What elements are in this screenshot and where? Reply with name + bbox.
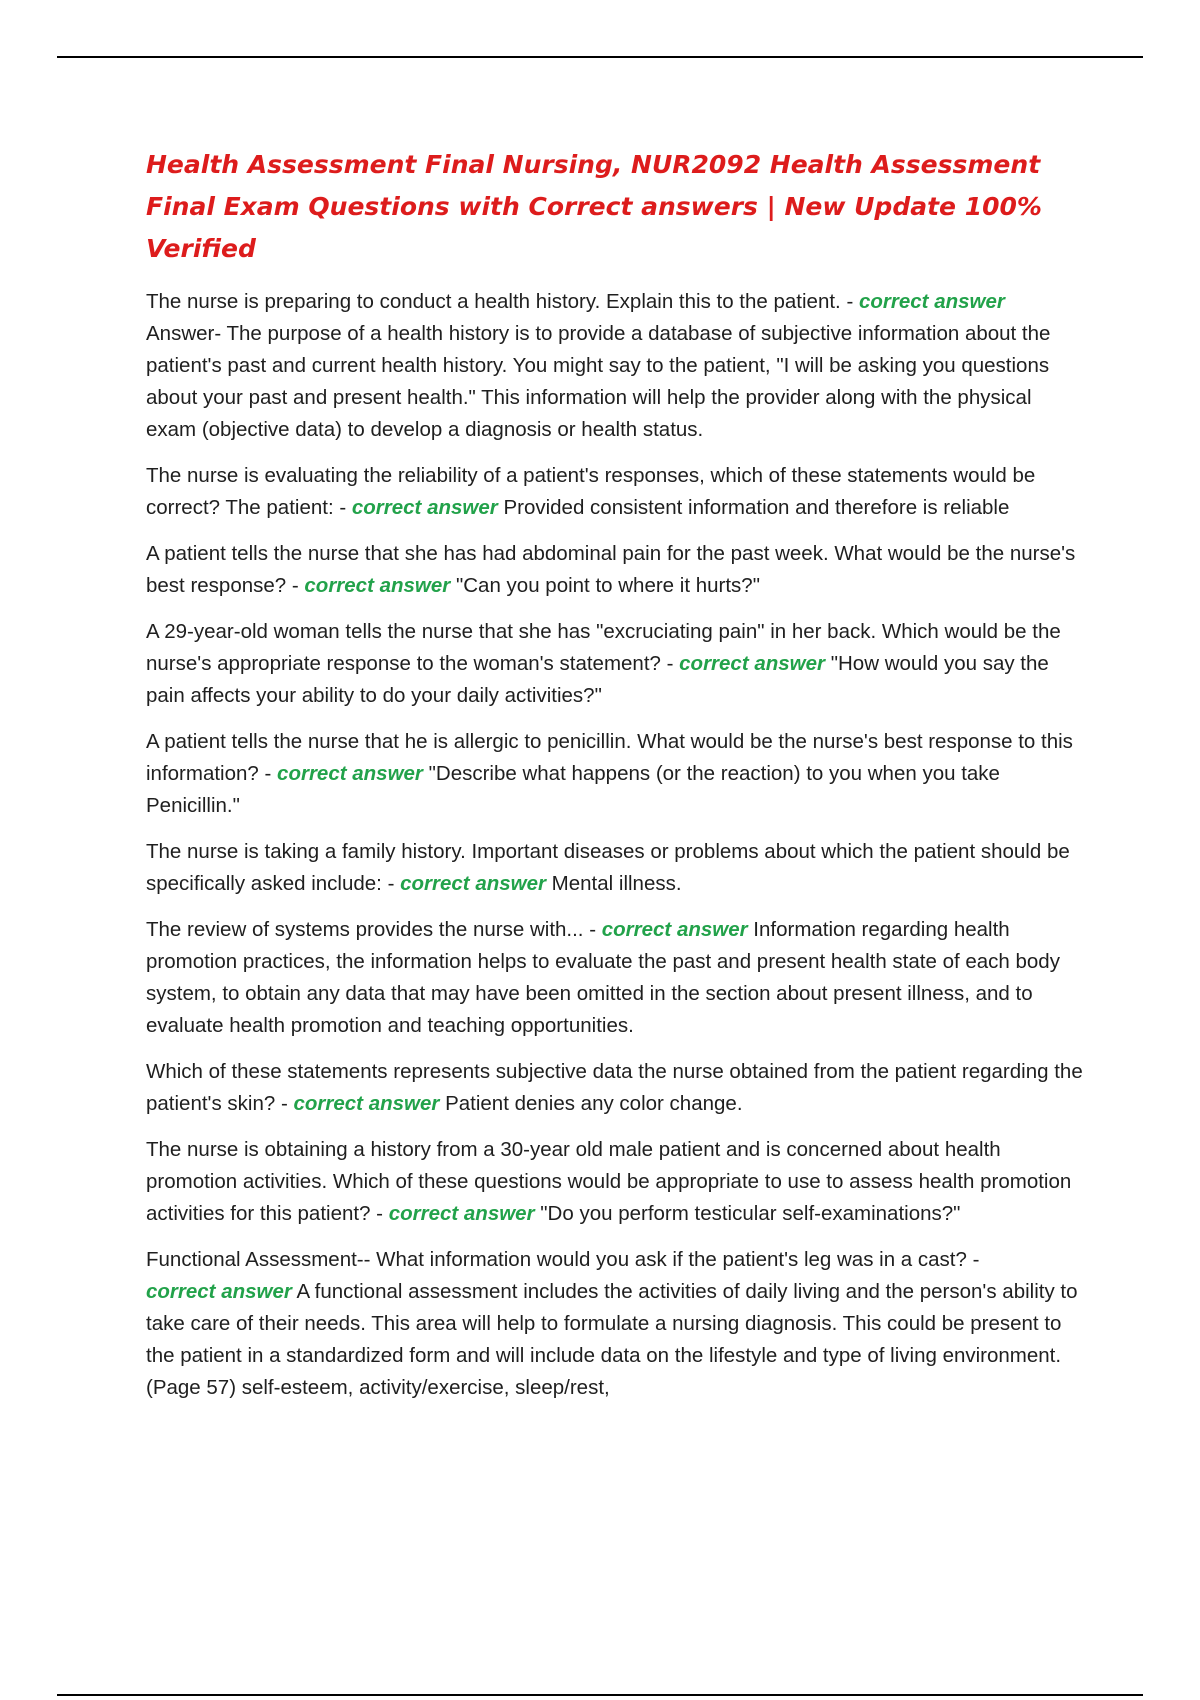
answer-label: correct answer — [304, 574, 451, 597]
top-rule — [57, 56, 1143, 58]
qa-item — [146, 538, 1086, 602]
question-text: The nurse is evaluating the reliability of a patient's responses, which of these statements would be correct? The patient: - — [146, 464, 1036, 519]
bottom-rule — [57, 1694, 1143, 1696]
question-text: Functional Assessment-- What information would you ask if the patient's leg was in a cast? - — [146, 1248, 980, 1271]
qa-item — [146, 616, 1086, 712]
answer-text: Provided consistent information and therefore is reliable — [503, 496, 1010, 519]
qa-item — [146, 1056, 1086, 1120]
answer-text: A functional assessment includes the activities of daily living and the person's ability to take care of their needs. This area will help to formulate a nursing diagnosis. This could be present to the patient in a standardized form and will include data on the lifestyle and type of living environment. (Page 57) self-esteem, activity/exercise, sleep/rest, — [146, 1280, 1078, 1399]
qa-item — [146, 726, 1086, 822]
document-body — [146, 144, 1086, 1418]
answer-text: Patient denies any color change. — [445, 1092, 743, 1115]
answer-label: correct answer — [351, 496, 498, 519]
answer-text: Mental illness. — [551, 872, 682, 895]
answer-label: correct answer — [858, 290, 1005, 313]
answer-label: correct answer — [277, 762, 423, 785]
question-text: The nurse is preparing to conduct a health history. Explain this to the patient. - — [146, 290, 854, 313]
answer-label: correct answer — [601, 918, 748, 941]
qa-item — [146, 914, 1086, 1042]
answer-text: "How would you say the pain affects your ability to do your daily activities?" — [146, 652, 1049, 707]
qa-item — [146, 836, 1086, 900]
question-text: A patient tells the nurse that he is allergic to penicillin. What would be the nurse's best response to this information? - — [146, 730, 1073, 785]
answer-text: Information regarding health promotion practices, the information helps to evaluate the past and present health state of each body system, to obtain any data that may have been omitted in the section about present illness, and to evaluate health promotion and teaching opportunities. — [146, 918, 1060, 1037]
question-text: The nurse is taking a family history. Important diseases or problems about which the patient should be specifically asked include: - — [146, 840, 1070, 895]
answer-label: correct answer — [679, 652, 826, 675]
document-title: Health Assessment Final Nursing, NUR2092 Health Assessment Final Exam Questions with Correct answers | New Update 100% Verified — [146, 150, 1042, 263]
answer-text: "Do you perform testicular self-examinations?" — [540, 1202, 961, 1225]
answer-text: "Describe what happens (or the reaction) to you when you take Penicillin." — [146, 762, 1000, 817]
question-text: A patient tells the nurse that she has had abdominal pain for the past week. What would be the nurse's best response? - — [146, 542, 1076, 597]
qa-item — [146, 460, 1086, 524]
qa-list — [146, 286, 1086, 1404]
question-text: A 29-year-old woman tells the nurse that she has "excruciating pain" in her back. Which would be the nurse's appropriate response to the woman's statement? - — [146, 620, 1061, 675]
answer-text: "Can you point to where it hurts?" — [455, 574, 760, 597]
answer-label: correct answer — [293, 1092, 440, 1115]
qa-item — [146, 1134, 1086, 1230]
question-text: Which of these statements represents subjective data the nurse obtained from the patient regarding the patient's skin? - — [146, 1060, 1083, 1115]
answer-text: Answer- The purpose of a health history is to provide a database of subjective information about the patient's past and current health history. You might say to the patient, "I will be asking you questions about your past and present health." This information will help the provider along with the physical exam (objective data) to develop a diagnosis or health status. — [146, 322, 1051, 441]
qa-item — [146, 286, 1086, 446]
answer-label: correct answer — [400, 872, 546, 895]
qa-item — [146, 1244, 1086, 1404]
answer-label: correct answer — [146, 1280, 292, 1303]
question-text: The nurse is obtaining a history from a 30-year old male patient and is concerned about health promotion activities. Which of these questions would be appropriate to use to assess health promotion activities for this patient? - — [146, 1138, 1072, 1225]
question-text: The review of systems provides the nurse with... - — [146, 918, 597, 941]
answer-label: correct answer — [388, 1202, 535, 1225]
